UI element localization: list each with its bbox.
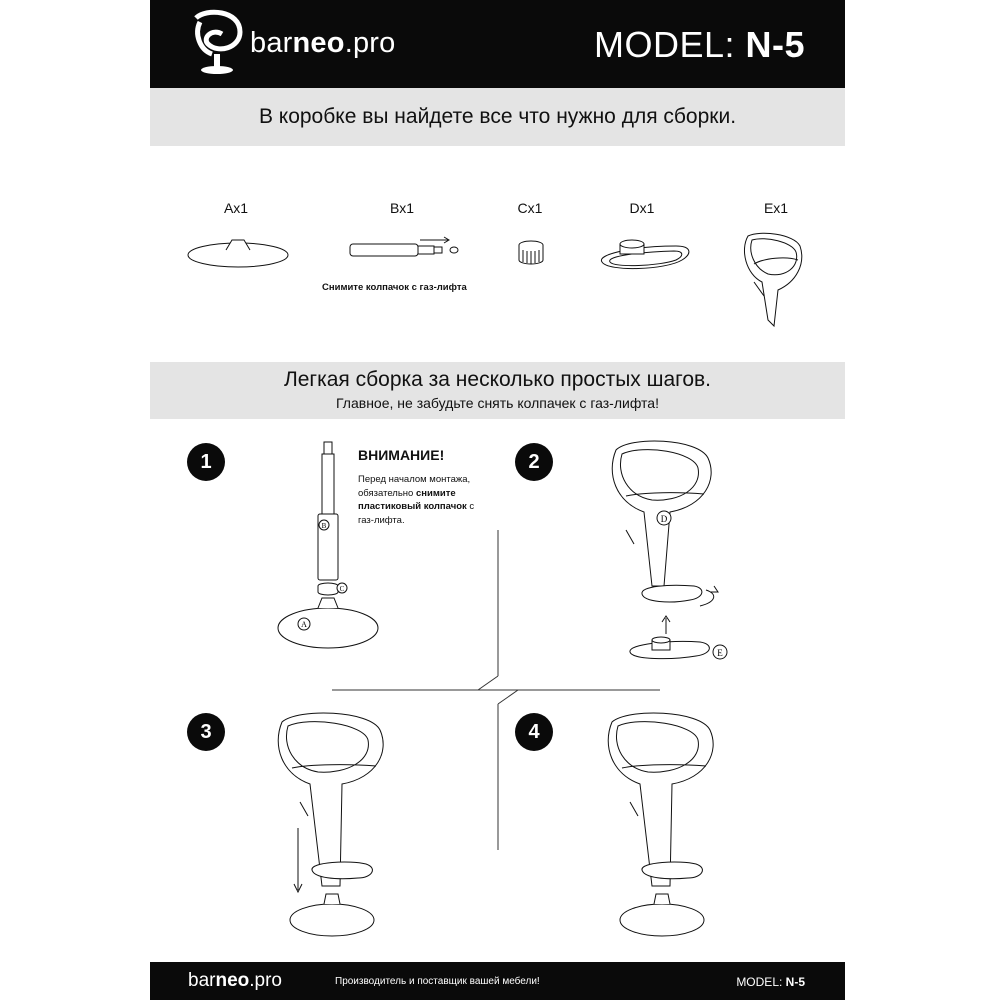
step-3-badge: 3 [187, 713, 225, 751]
instruction-sheet [150, 0, 845, 1000]
step-4-illustration [600, 712, 740, 942]
step-3-illustration [270, 712, 410, 942]
part-b-label: Bx1 [389, 200, 415, 216]
section-box-contents-title: В коробке вы найдете все что нужно для сборки. [258, 105, 737, 128]
step-dividers [150, 0, 845, 1000]
callout-e-label: E [717, 648, 723, 658]
callout-b-label: B [321, 522, 327, 530]
callout-a-label: A [301, 620, 307, 629]
warning-text: Перед началом монтажа, обязательно снимите пластиковый колпачок с газ-лифта. [358, 474, 475, 526]
parts-cap-note: Снимите колпачок с газ-лифта [322, 282, 467, 293]
step-2-illustration [600, 440, 740, 670]
brand-name: barneo.pro [250, 27, 396, 59]
part-d-label: Dx1 [629, 200, 655, 216]
footer-model-label: MODEL: N-5 [736, 975, 805, 989]
model-label: MODEL: N-5 [593, 24, 805, 65]
section-steps-subtitle: Главное, не забудьте снять колпачек с газ-лифта! [336, 395, 659, 411]
footer-bar [150, 962, 845, 1000]
step-1-illustration [270, 440, 390, 670]
step-2-badge: 2 [515, 443, 553, 481]
footer-brand-name: barneo.pro [188, 970, 282, 991]
callout-d-label: D [660, 514, 668, 524]
warning-title: ВНИМАНИЕ! [358, 447, 445, 463]
callout-c-label: C [339, 585, 345, 593]
section-steps-title: Легкая сборка за несколько простых шагов. [283, 368, 712, 391]
step-4-badge: 4 [515, 713, 553, 751]
part-c-label: Cx1 [517, 200, 543, 216]
footer-tagline: Производитель и поставщик вашей мебели! [335, 976, 540, 987]
step-1-badge: 1 [187, 443, 225, 481]
part-e-label: Ex1 [763, 200, 789, 216]
part-a-label: Ax1 [223, 200, 249, 216]
